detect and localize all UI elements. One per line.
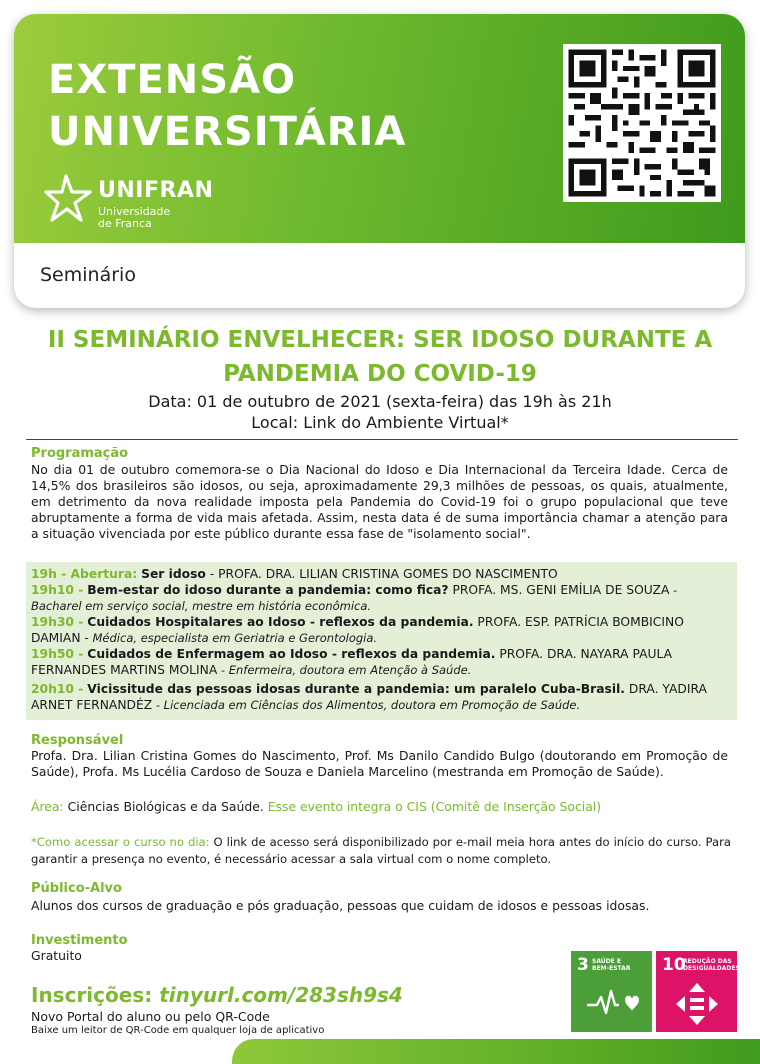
schedule-topic: Cuidados de Enfermagem ao Idoso - reflexos da pandemia. [87,647,496,661]
unifran-logo [44,172,244,230]
area-label: Área: [31,799,64,814]
sdg-title-line-2: DESIGUALDADES [683,965,740,972]
schedule-description: - Enfermeira, doutora em Atenção à Saúde. [217,663,472,677]
schedule-time: 19h30 - [31,615,84,629]
sdg-title-line-2: BEM-ESTAR [592,965,631,972]
event-date: Data: 01 de outubro de 2021 (sexta-feira) das 19h às 21h [148,392,612,411]
schedule-topic: Vicissitude das pessoas idosas durante a pandemia: um paralelo Cuba-Brasil. [87,682,625,696]
schedule-time: 19h - Abertura: [31,567,138,581]
sdg-title [683,958,740,972]
sdg-number: 3 [577,955,589,975]
schedule-time: 20h10 - [31,682,84,696]
sdg-title [592,958,630,972]
acesso-text [31,834,731,868]
schedule-speaker: PROFA. DRA. NAYARA PAULA FERNANDES MARTINS MOLINA [31,647,673,677]
logo-subtitle-1: Universidade [98,205,171,218]
schedule-description: - Licenciada em Ciências dos Alimentos, doutora em Promoção de Saúde. [152,698,581,712]
schedule-topic: Bem-estar do idoso durante a pandemia: como fica? [87,583,449,597]
sdg-title-line-1: SAÚDE E [592,958,621,965]
star-logo-icon [44,172,94,224]
schedule-speaker: PROFA. ESP. PATRÍCIA BOMBICINO DAMIAN - [31,615,684,645]
schedule-item [31,614,731,646]
schedule-description: Médica, especialista em Geriatria e Gerontologia. [88,631,378,645]
schedule-item [31,646,731,678]
divider [26,439,738,440]
event-location: Local: Link do Ambiente Virtual* [251,413,509,432]
inscricoes-link[interactable]: tinyurl.com/283sh9s4 [159,983,403,1007]
publico-label: Público-Alvo [31,881,122,896]
area-value: Ciências Biológicas e da Saúde. [63,799,264,814]
header-banner [14,14,745,243]
schedule-time: 19h10 - [31,583,84,597]
acesso-description: O link de acesso será disponibilizado por e-mail meia hora antes do início do curso. Para garantir a presença no evento, é necessário acessar a sala virtual com o nome completo. [31,835,731,866]
sdg-title-line-1: REDUÇÃO DAS [683,958,732,965]
category-label: Seminário [40,264,136,286]
responsavel-label: Responsável [31,733,124,748]
inscricoes-label: Inscrições: [31,983,153,1007]
responsavel-text: Profa. Dra. Lilian Cristina Gomes do Nascimento, Prof. Ms Danilo Candido Bulgo (doutorando em Promoção de Saúde), Profa. Ms Lucélia Cardoso de Souza e Daniela Marcelino (mestranda em Promoção de Saúde). [31,748,728,779]
footer-bar [232,1039,760,1064]
publico-text: Alunos dos cursos de graduação e pós graduação, pessoas que cuidam de idosos e pessoas idosas. [31,898,650,913]
equality-arrows-icon [674,981,720,1027]
title-line-1: EXTENSÃO [48,57,297,103]
sdg-number: 10 [662,955,686,975]
qr-code-icon[interactable] [563,44,721,202]
sdg-badge-3 [571,951,652,1032]
inscricoes-hint: Baixe um leitor de QR-Code em qualquer loja de aplicativo [31,1025,325,1036]
cis-note: Esse evento integra o CIS (Comitê de Inserção Social) [263,799,602,814]
event-title-line-1: II SEMINÁRIO ENVELHECER: SER IDOSO DURANTE A [47,327,713,353]
investimento-value: Gratuito [31,948,82,963]
schedule-speaker: PROFA. MS. GENI EMÍLIA DE SOUZA [448,583,670,597]
programacao-label: Programação [31,446,129,461]
heartbeat-icon [585,987,639,1019]
schedule-time: 19h50 - [31,647,84,661]
logo-name: UNIFRAN [98,178,214,203]
schedule-item [31,681,731,713]
schedule-speaker: DRA. YADIRA ARNET FERNANDÉZ [31,682,707,712]
header-card [14,14,745,308]
schedule-topic: Cuidados Hospitalares ao Idoso - reflexos da pandemia. [87,615,474,629]
inscricoes-portal: Novo Portal do aluno ou pelo QR-Code [31,1009,270,1024]
schedule-description: - Bacharel em serviço social, mestre em história econômica. [31,583,678,613]
investimento-label: Investimento [31,933,128,948]
acesso-label: *Como acessar o curso no dia: [31,835,210,849]
schedule-item [31,582,731,614]
schedule-topic: Ser idoso [141,567,206,581]
sdg-badge-10 [656,951,740,1032]
programacao-text: No dia 01 de outubro comemora-se o Dia Nacional do Idoso e Dia Internacional da Terceira Idade. Cerca de 14,5% dos brasileiros são idosos, ou seja, aproximadamente 29,3 milhões de pessoas, os quais, atualmente, em detrimento da nova realidade imposta pela Pandemia do Covid-19 foi o grupo populacional que teve abruptamente a forma de vida mais afetada. Assim, nesta data é de suma importância chamar a atenção para a situação vivenciada por este público durante essa fase de "isolamento social". [31,462,728,541]
area-line [31,799,731,815]
schedule-speaker: - PROFA. DRA. LILIAN CRISTINA GOMES DO NASCIMENTO [205,567,558,581]
inscricoes-line [31,985,403,1005]
logo-subtitle-2: de Franca [98,217,152,230]
schedule-item [31,566,731,582]
title-line-2: UNIVERSITÁRIA [48,109,407,155]
event-title-line-2: PANDEMIA DO COVID-19 [223,361,537,387]
